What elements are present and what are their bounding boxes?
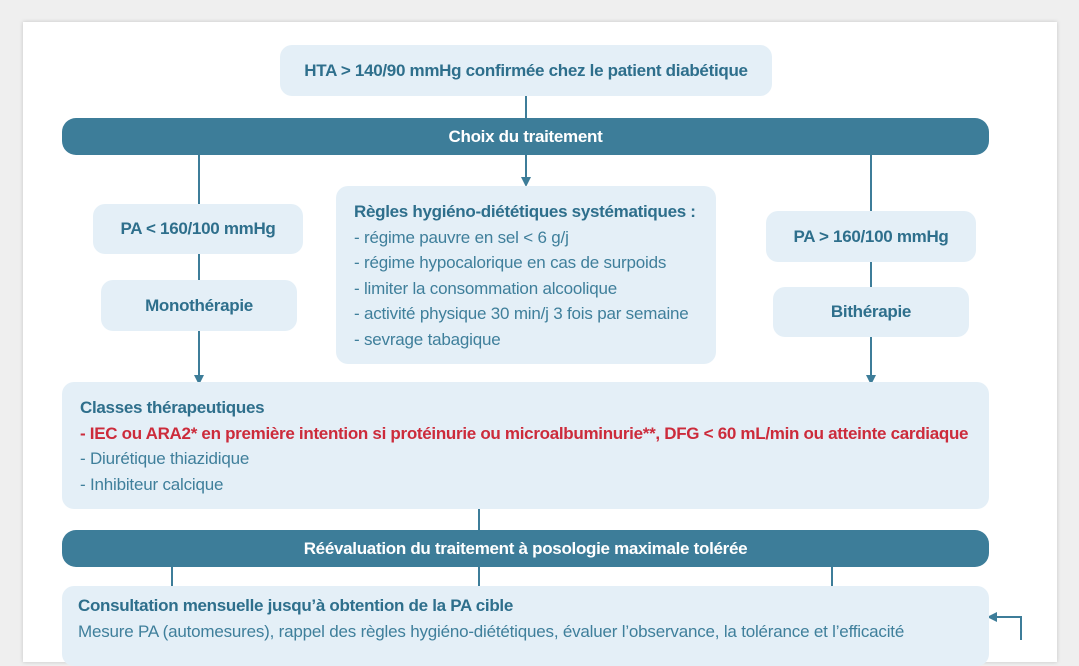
monotherapie-box: Monothérapie [101,280,297,331]
classes-box [62,382,989,509]
rules-item: - limiter la consommation alcoolique [354,278,618,298]
rules-box [336,186,716,364]
choice-bar: Choix du traitement [62,118,989,155]
consultation-box [62,586,989,666]
rules-item: - régime pauvre en sel < 6 g/j [354,227,569,247]
reevaluation-bar: Réévaluation du traitement à posologie maximale tolérée [62,530,989,567]
consultation-title: Consultation mensuelle jusqu’à obtention de la PA cible [78,596,513,615]
left-condition-box: PA < 160/100 mmHg [93,204,303,254]
bitherapie-box: Bithérapie [773,287,969,337]
rules-item: - activité physique 30 min/j 3 fois par semaine [354,304,689,323]
classes-item: - Inhibiteur calcique [80,474,224,494]
rules-title: Règles hygiéno-diététiques systématiques : [354,202,696,221]
rules-item: - sevrage tabagique [354,329,501,349]
rules-item: - régime hypocalorique en cas de surpoids [354,253,667,272]
classes-item: - Diurétique thiazidique [80,449,250,468]
right-condition-box: PA > 160/100 mmHg [766,211,976,262]
connector-loop-back [992,617,1021,640]
consultation-text: Mesure PA (automesures), rappel des règles hygiéno-diététiques, évaluer l’observance, la tolérance et l’efficacité [78,621,905,641]
classes-highlight: - IEC ou ARA2* en première intention si protéinurie ou microalbuminurie**, DFG < 60 mL/min ou atteinte cardiaque [80,423,969,443]
classes-title: Classes thérapeutiques [80,398,265,417]
top-box: HTA > 140/90 mmHg confirmée chez le patient diabétique [280,45,772,96]
